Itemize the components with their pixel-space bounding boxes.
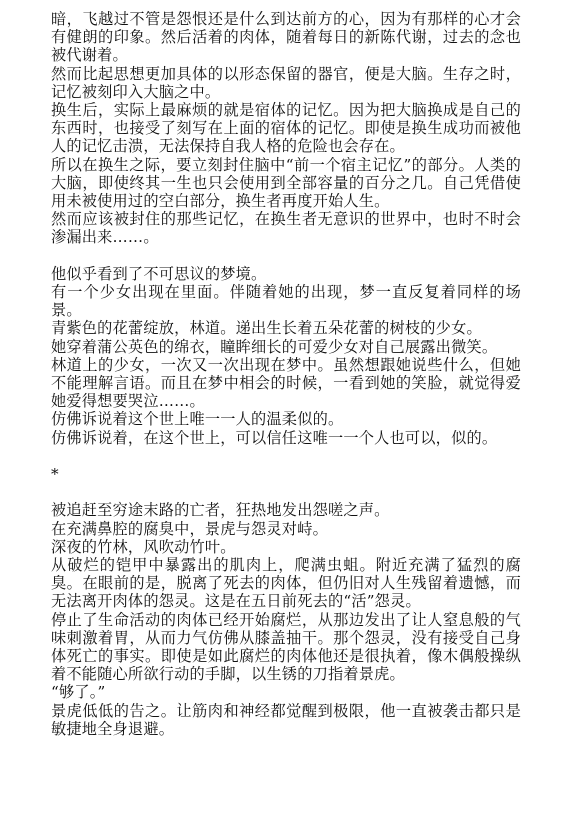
blank-line [51, 447, 521, 465]
paragraph: 所以在换生之际，要立刻封住脑中“前一个宿主记忆”的部分。人类的大脑，即使终其一生也只会使用到全部容量的百分之几。自己凭借使用未被使用过的空白部分，换生者再度开始人生。 [51, 155, 521, 211]
paragraph: 他似乎看到了不可思议的梦境。 [51, 264, 267, 283]
paragraph: 在充满鼻腔的腐臭中，景虎与怨灵对峙。 [51, 519, 328, 538]
blank-line [51, 483, 521, 501]
paragraph: 从破烂的铠甲中暴露出的肌肉上，爬满虫蛆。附近充满了猛烈的腐臭。在眼前的是，脱离了死去的肉体，但仍旧对人生残留着遗憾，而无法离开肉体的怨灵。这是在五日前死去的“活”怨灵。 [51, 556, 521, 611]
paragraph: 深夜的竹林，风吹动竹叶。 [51, 537, 236, 556]
paragraph: 然而比起思想更加具体的以形态保留的器官，便是大脑。生存之时，记忆被刻印入大脑之中。 [51, 64, 521, 101]
paragraph: 换生后，实际上最麻烦的就是宿体的记忆。因为把大脑换成是自己的东西时，也接受了刻写在上面的宿体的记忆。即使是换生成功而被他人的记忆击溃，无法保持自我人格的危险也会存在。 [51, 101, 521, 156]
paragraph: 林道上的少女，一次又一次出现在梦中。虽然想跟她说些什么，但她不能理解言语。而且在梦中相会的时候，一看到她的笑脸，就觉得爱她爱得想要哭泣……。 [51, 355, 521, 411]
paragraph: 被追赶至穷途末路的亡者，狂热地发出怨嗟之声。 [51, 501, 390, 520]
paragraph: 景虎低低的告之。让筋肉和神经都觉醒到极限，他一直被袭击都只是敏捷地全身退避。 [51, 701, 521, 738]
section-separator: * [51, 465, 59, 484]
paragraph: 有一个少女出现在里面。伴随着她的出现，梦一直反复着同样的场景。 [51, 283, 521, 320]
document-page [51, 10, 521, 738]
paragraph: “够了。” [51, 683, 106, 702]
paragraph: 青紫色的花蕾绽放，林道。递出生长着五朵花蕾的树枝的少女。 [51, 319, 482, 338]
paragraph: 暗，飞越过不管是怨恨还是什么到达前方的心，因为有那样的心才会有健朗的印象。然后活着的肉体，随着每日的新陈代谢，过去的念也被代谢着。 [51, 10, 521, 65]
paragraph: 仿佛诉说着这个世上唯一一人的温柔似的。 [51, 410, 344, 429]
paragraph: 然而应该被封住的那些记忆，在换生者无意识的世界中，也时不时会渗漏出来……。 [51, 210, 521, 247]
blank-line [51, 247, 521, 265]
paragraph: 她穿着蒲公英色的绵衣，瞳眸细长的可爱少女对自己展露出微笑。 [51, 337, 498, 356]
paragraph: 仿佛诉说着，在这个世上，可以信任这唯一一个人也可以，似的。 [51, 428, 498, 447]
paragraph: 停止了生命活动的肉体已经开始腐烂，从那边发出了让人窒息般的气味刺激着胃，从而力气仿佛从膝盖抽干。那个怨灵，没有接受自己身体死亡的事实。即使是如此腐烂的肉体他还是很执着，像木偶般操纵着不能随心所欲行动的手脚，以生锈的刀指着景虎。 [51, 610, 521, 684]
